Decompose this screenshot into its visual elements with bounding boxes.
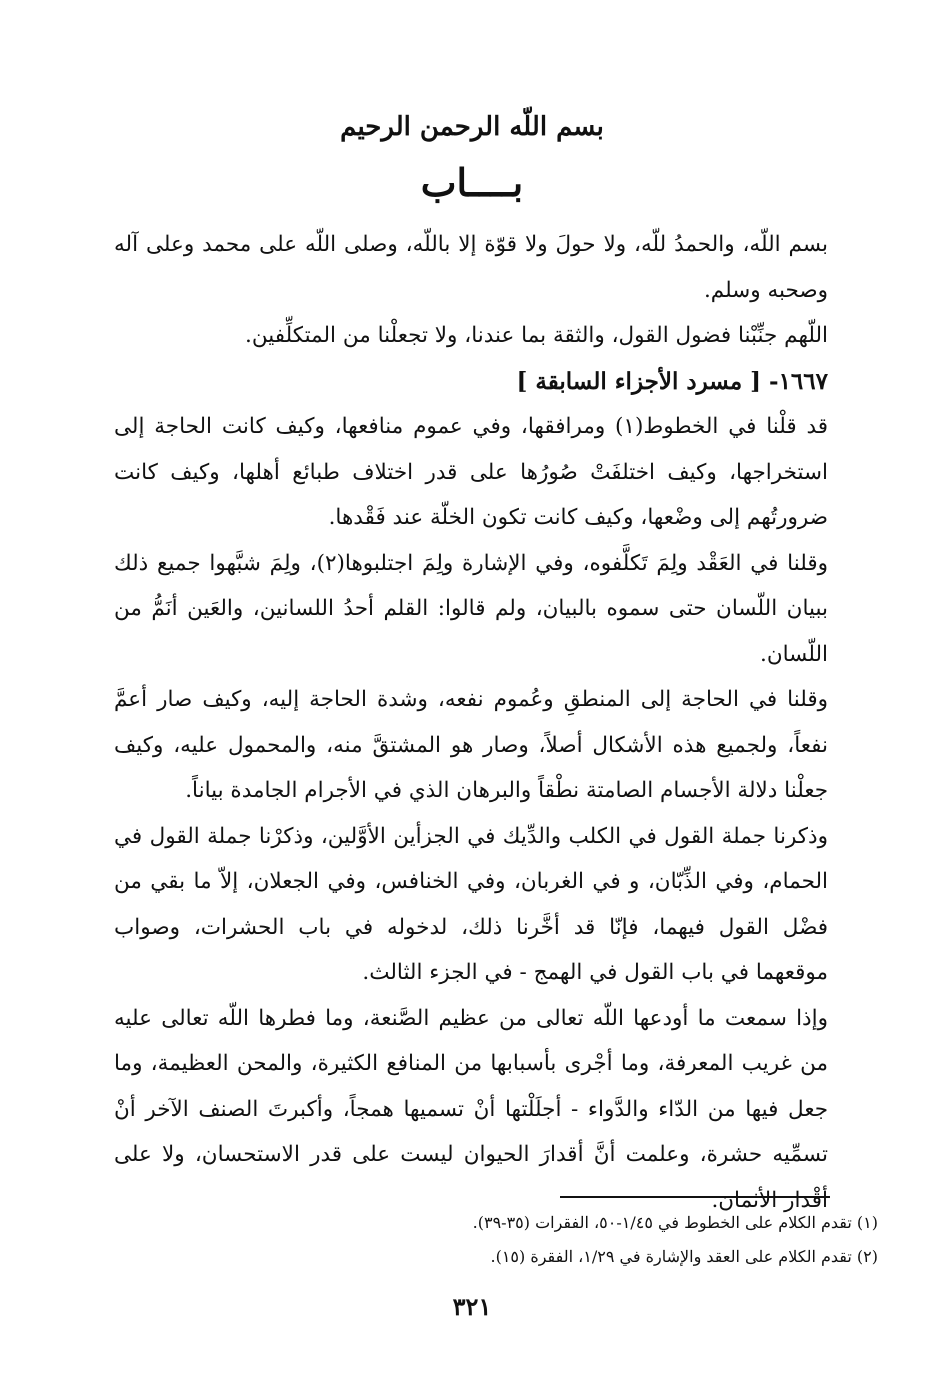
paragraph-opening-prayer: بسم اللّه، والحمدُ للّه، ولا حولَ ولا قوّة إلا باللّه، وصلى اللّه على محمد وعلى آله وصحبه وسلم. <box>114 232 828 303</box>
paragraph-supplication: اللّهم جنِّبْنا فضول القول، والثقة بما عندنا، ولا تجعلْنا من المتكلِّفين. <box>245 323 828 348</box>
paragraph-speech: وقلنا في الحاجة إلى المنطقِ وعُموم نفعه، وشدة الحاجة إليه، وكيف صار أعمَّ نفعاً، ولجميع هذه الأشكال أصلاً، وصار هو المشتقَّ منه، والمحمول عليه، وكيف جعلْنا دلالة الأجسام الصامتة نطْقاً والبرهان الذي في الأجرام الجامدة بياناً. <box>114 687 828 803</box>
footnote-2: (٢) تقدم الكلام على العقد والإشارة في ١/٢٩، الفقرة (١٥). <box>490 1247 878 1266</box>
paragraph-animals: وذكرنا جملة القول في الكلب والدِّيك في الجزأين الأوَّلين، وذكرْنا جملة القول في الحمام، وفي الذِّبّان، و في الغربان، وفي الخنافس، وفي الجعلان، إلاّ ما بقي من فضْل القول فيهما، فإنّا قد أخَّرنا ذلك، لدخوله في باب الحشرات، وصواب موقعهما في باب القول في الهمج - في الجزء الثالث. <box>114 823 828 985</box>
main-text <box>114 222 828 1223</box>
footnote-1: (١) تقدم الكلام على الخطوط في ١/٤٥-٥٠، الفقرات (٣٥-٣٩). <box>472 1213 878 1232</box>
paragraph-counting-gesture: وقلنا في العَقْد ولِمَ تَكلَّفوه، وفي الإشارة ولِمَ اجتلبوها(٢)، ولِمَ شبَّهوا جميع ذلك ببيان اللّسان حتى سموه بالبيان، ولم قالوا: القلم أحدُ اللسانين، والعَين أنَمُّ من اللّسان. <box>114 550 828 667</box>
footnotes <box>114 1206 878 1274</box>
section-heading: ١٦٦٧- [ مسرد الأجزاء السابقة ] <box>516 367 828 395</box>
basmala-heading: بسم اللّه الرحمن الرحيم <box>340 112 604 142</box>
chapter-title: بــــاب <box>420 160 524 205</box>
paragraph-writing: قد قلْنا في الخطوط(١) ومرافقها، وفي عموم منافعها، وكيف كانت الحاجة إلى استخراجها، وكيف اختلفَتْ صُورُها على قدر اختلاف طبائع أهلها، وكيف كانت ضرورتُهم إلى وضْعها، وكيف كانت تكون الخلّة عند فَقْدها. <box>114 414 829 530</box>
footnote-separator <box>560 1196 830 1198</box>
paragraph-insects: وإذا سمعت ما أودعها اللّه تعالى من عظيم الصَّنعة، وما فطرها اللّه تعالى عليه من غريب المعرفة، وما أجْرى بأسبابها من المنافع الكثيرة، والمحن العظيمة، وما جعل فيها من الدّاء والدَّواء - أجلَلْتها أنْ تسميها همجاً، وأكبرتَ الصنف الآخر أنْ تسمِّيه حشرة، وعلمت أنَّ أقدارَ الحيوان ليست على قدر الاستحسان، ولا على أقْدار الأثمان. <box>114 1005 828 1213</box>
page-number: ٣٢١ <box>452 1292 492 1321</box>
